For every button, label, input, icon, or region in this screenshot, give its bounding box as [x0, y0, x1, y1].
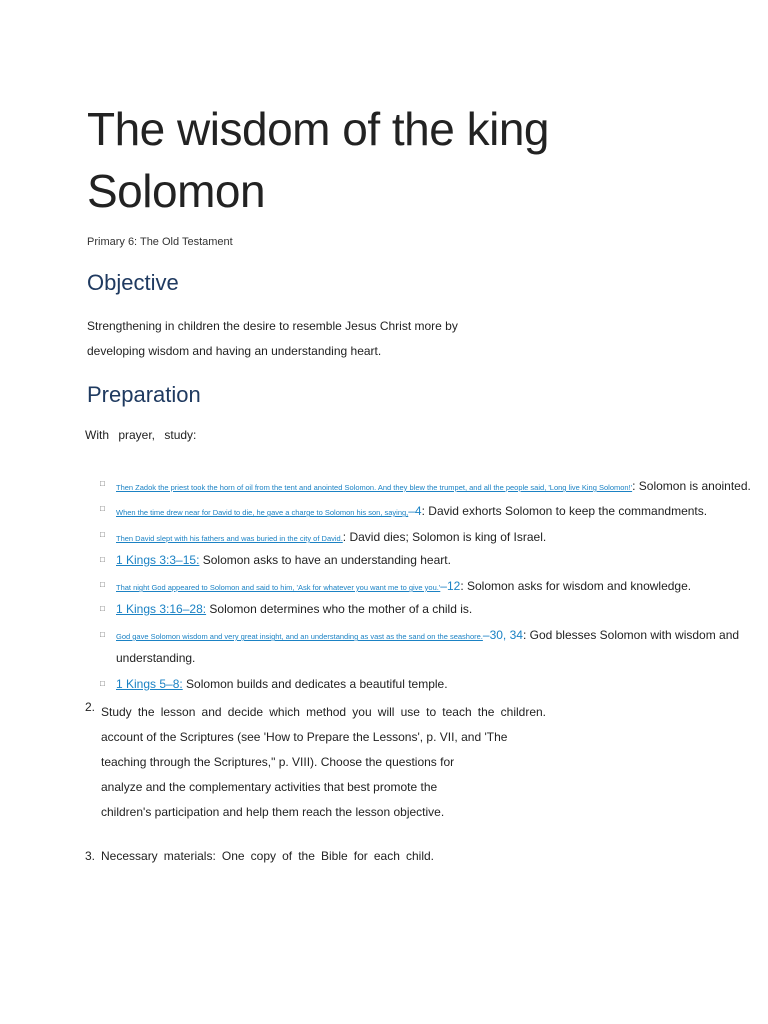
bullet-icon: □: [100, 604, 105, 613]
bullet-icon: □: [100, 580, 105, 589]
list-item-continuation: understanding.: [116, 651, 196, 665]
bullet-icon: □: [100, 679, 105, 688]
list-item-text: : God blesses Solomon with wisdom and: [522, 628, 740, 642]
scripture-verse-ref[interactable]: –12: [440, 579, 461, 593]
study-instructions-line: analyze and the complementary activities that best promote the: [101, 780, 438, 794]
list-item: [116, 577, 691, 595]
bullet-icon: □: [100, 630, 105, 639]
scripture-link[interactable]: 1 Kings 5–8:: [116, 677, 183, 691]
bullet-icon: □: [100, 530, 105, 539]
study-instructions-line: account of the Scriptures (see 'How to Prepare the Lessons', p. VII, and 'The: [101, 730, 508, 744]
preparation-intro: With prayer, study:: [85, 428, 197, 442]
list-item-text: : Solomon asks for wisdom and knowledge.: [460, 579, 692, 593]
list-item-text: : Solomon is anointed.: [632, 479, 751, 493]
scripture-link[interactable]: 1 Kings 3:16–28:: [116, 602, 207, 616]
scripture-link[interactable]: God gave Solomon wisdom and very great insight, and an understanding as vast as the sand on the seashore.: [116, 632, 483, 641]
study-instructions-line: teaching through the Scriptures," p. VIII). Choose the questions for: [101, 755, 455, 769]
study-instructions-line: Study the lesson and decide which method you will use to teach the children.: [101, 705, 546, 719]
scripture-link[interactable]: When the time drew near for David to die, he gave a charge to Solomon his son, saying,: [116, 508, 409, 517]
scripture-link[interactable]: 1 Kings 3:3–15:: [116, 553, 200, 567]
scripture-link[interactable]: That night God appeared to Solomon and said to him, 'Ask for whatever you want me to give you.': [116, 583, 441, 592]
materials-text: Necessary materials: One copy of the Bible for each child.: [101, 849, 434, 863]
objective-heading: Objective: [87, 270, 179, 295]
list-item: [116, 528, 546, 546]
list-item: [116, 600, 472, 618]
list-item-text: Solomon builds and dedicates a beautiful temple.: [182, 677, 448, 691]
list-item: [116, 675, 448, 693]
scripture-link[interactable]: Then Zadok the priest took the horn of oil from the tent and anointed Solomon. And they blew the trumpet, and all the people said, 'Long live King Solomon!': [116, 483, 633, 492]
step-number: 2.: [85, 700, 96, 714]
list-item-text: Solomon determines who the mother of a child is.: [206, 602, 473, 616]
lesson-subtitle: Primary 6: The Old Testament: [87, 236, 233, 248]
list-item-text: Solomon asks to have an understanding heart.: [199, 553, 451, 567]
bullet-icon: □: [100, 555, 105, 564]
list-item: [116, 551, 451, 569]
bullet-icon: □: [100, 479, 105, 488]
list-item: [116, 502, 707, 520]
list-item: [116, 477, 751, 495]
scripture-verse-ref[interactable]: –30, 34: [482, 628, 523, 642]
bullet-icon: □: [100, 504, 105, 513]
study-instructions-line: children's participation and help them reach the lesson objective.: [101, 805, 445, 819]
step-number: 3.: [85, 849, 96, 863]
page-title: The wisdom of the king Solomon: [87, 103, 550, 217]
objective-text: Strengthening in children the desire to resemble Jesus Christ more by developing wisdom and having an understanding heart.: [87, 319, 458, 358]
scripture-verse-ref[interactable]: –4: [408, 504, 422, 518]
preparation-heading: Preparation: [87, 382, 201, 407]
list-item: [116, 626, 739, 644]
list-item-text: : David exhorts Solomon to keep the commandments.: [421, 504, 708, 518]
list-item-text: : David dies; Solomon is king of Israel.: [342, 530, 547, 544]
scripture-link[interactable]: Then David slept with his fathers and was buried in the city of David.: [116, 534, 343, 543]
study-instructions: [101, 700, 546, 825]
